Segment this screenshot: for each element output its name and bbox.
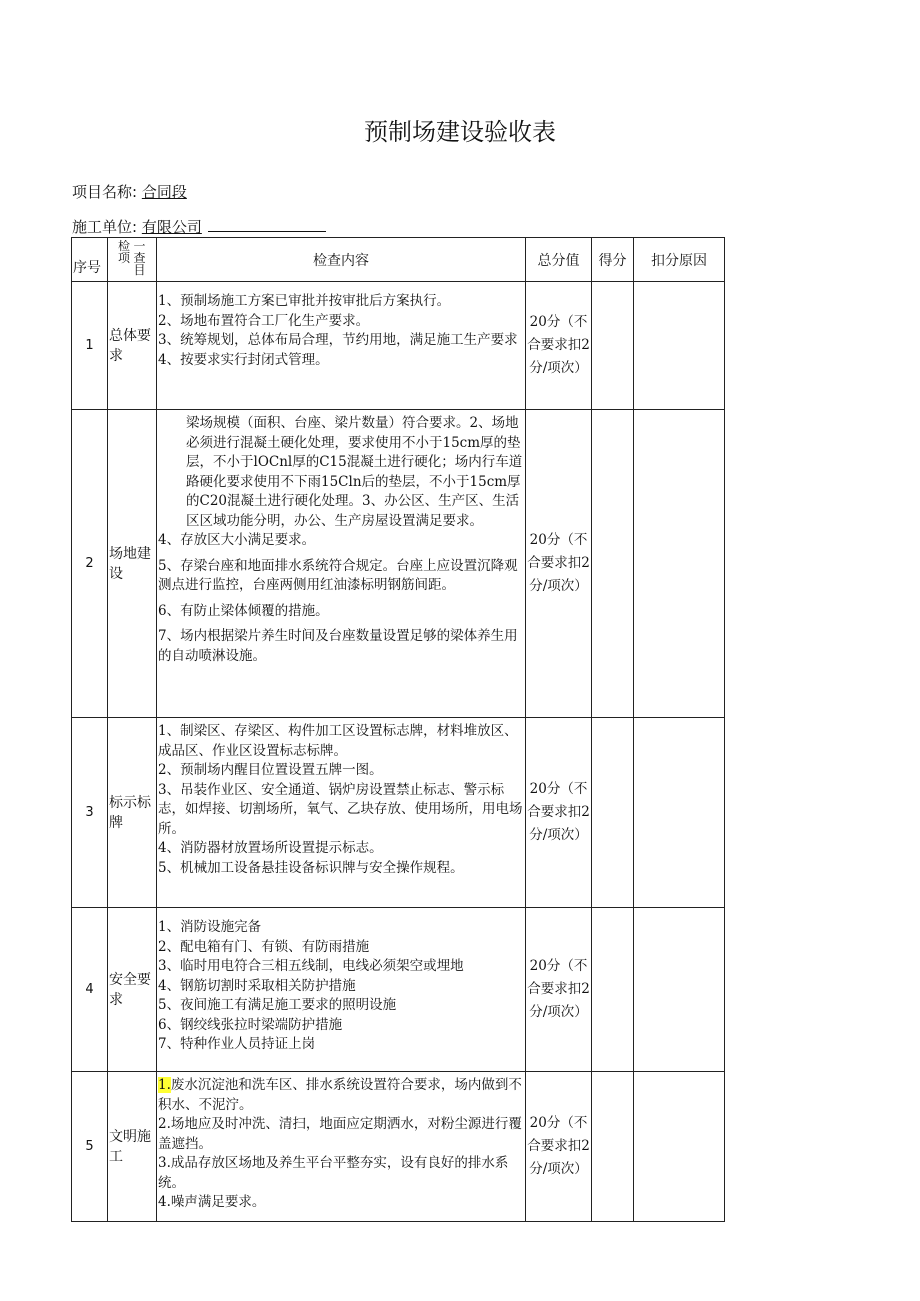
row-total: 20分（不合要求扣2分/项次）: [526, 718, 592, 908]
header-score: 得分: [592, 238, 634, 282]
reason-cell[interactable]: [634, 282, 725, 410]
row-seq: 4: [72, 908, 108, 1072]
page-title: 预制场建设验收表: [364, 118, 556, 146]
row-seq: 5: [72, 1072, 108, 1222]
content-line: 2、配电箱有门、有锁、有防雨措施: [158, 938, 370, 955]
row-total: 20分（不合要求扣2分/项次）: [526, 908, 592, 1072]
table-row: [72, 718, 725, 908]
project-name-line: [72, 181, 187, 202]
row-item: 安全要求: [108, 908, 157, 1072]
content-line: [158, 1076, 524, 1115]
header-item: [108, 238, 157, 282]
construction-unit-label: 施工单位:: [72, 218, 138, 236]
content-line: 1、预制场施工方案已审批并按审批后方案执行。: [158, 293, 451, 309]
row-item: 标示标牌: [108, 718, 157, 908]
content-line: 5、存梁台座和地面排水系统符合规定。台座上应设置沉降观测点进行监控，台座两侧用红油漆标明钢筋间距。: [158, 557, 518, 593]
content-line: 2、场地布置符合工厂化生产要求。: [158, 312, 370, 329]
row-total: 20分（不合要求扣2分/项次）: [526, 410, 592, 718]
reason-cell[interactable]: [634, 1072, 725, 1222]
content-line: 5、夜间施工有满足施工要求的照明设施: [158, 997, 397, 1013]
inspection-table: [71, 237, 725, 1222]
header-item-a: 检项: [117, 239, 130, 265]
reason-cell[interactable]: [634, 908, 725, 1072]
construction-unit-value: 有限公司: [141, 218, 202, 236]
score-cell[interactable]: [592, 282, 634, 410]
row-content: [157, 282, 526, 410]
highlight-mark: 1.: [158, 1077, 171, 1093]
header-seq: 序号: [72, 238, 108, 282]
header-total: 总分值: [526, 238, 592, 282]
score-cell[interactable]: [592, 718, 634, 908]
row-content: [157, 718, 526, 908]
content-line: 3、吊装作业区、安全通道、锅炉房设置禁止标志、警示标志，如焊接、切割场所，氧气、乙块存放、使用场所，用电场所。: [158, 781, 523, 837]
content-text: 废水沉淀池和洗车区、排水系统设置符合要求，场内做到不积水、不泥泞。: [158, 1077, 522, 1113]
content-line: 4、消防器材放置场所设置提示标志。: [158, 840, 383, 856]
content-line: 3、统筹规划，总体布局合理，节约用地，满足施工生产要求: [158, 332, 518, 348]
content-line: 4.噪声满足要求。: [158, 1194, 266, 1210]
table-header-row: [72, 238, 725, 282]
row-item: 场地建设: [108, 410, 157, 718]
content-line: 1、消防设施完备: [158, 919, 262, 935]
row-content: [157, 1072, 526, 1222]
content-line: 3、临时用电符合三相五线制，电线必须架空或埋地: [158, 958, 464, 974]
row-item: 文明施工: [108, 1072, 157, 1222]
row-seq: 1: [72, 282, 108, 410]
content-line: 梁场规模（面积、台座、梁片数量）符合要求。2、场地必须进行混凝土硬化处理，要求使用不小于15cm厚的垫层，不小于lOCnl厚的C15混凝土进行硬化；场内行车道路硬化要求使用不下雨15Cln后的垫层，不小于15cm厚的C20混凝土进行硬化处理。3、办公区、生产区、生活区区域功能分明，办公、生产房屋设置满足要求。: [186, 415, 523, 529]
project-name-label: 项目名称:: [72, 183, 138, 201]
header-reason: 扣分原因: [634, 238, 725, 282]
row-seq: 3: [72, 718, 108, 908]
header-item-b: 一查目: [133, 239, 146, 277]
content-line: 4、存放区大小满足要求。: [158, 532, 316, 548]
row-total: 20分（不合要求扣2分/项次）: [526, 1072, 592, 1222]
content-line: 1、制梁区、存梁区、构件加工区设置标志牌，材料堆放区、成品区、作业区设置标志标牌。: [158, 723, 518, 759]
content-line: 2、预制场内醒目位置设置五牌一图。: [158, 762, 383, 778]
score-cell[interactable]: [592, 908, 634, 1072]
row-item: 总体要求: [108, 282, 157, 410]
row-seq: 2: [72, 410, 108, 718]
blank-underline: [208, 217, 326, 232]
header-content: 检查内容: [157, 238, 526, 282]
row-total: 20分（不合要求扣2分/项次）: [526, 282, 592, 410]
construction-unit-line: [72, 216, 326, 237]
content-line: 3.成品存放区场地及养生平台平整夯实，设有良好的排水系统。: [158, 1155, 509, 1191]
table-row: [72, 908, 725, 1072]
score-cell[interactable]: [592, 1072, 634, 1222]
content-line: 4、钢筋切割时采取相关防护措施: [158, 977, 356, 994]
content-line: 4、按要求实行封闭式管理。: [158, 351, 329, 368]
project-name-value: 合同段: [141, 183, 187, 201]
content-line: 6、有防止梁体倾覆的措施。: [158, 602, 329, 619]
reason-cell[interactable]: [634, 718, 725, 908]
score-cell[interactable]: [592, 410, 634, 718]
content-line: 5、机械加工设备悬挂设备标识牌与安全操作规程。: [158, 859, 464, 876]
table-row: [72, 410, 725, 718]
reason-cell[interactable]: [634, 410, 725, 718]
content-line: 7、场内根据梁片养生时间及台座数量设置足够的梁体养生用的自动喷淋设施。: [158, 628, 518, 664]
table-row: [72, 1072, 725, 1222]
content-line: 2.场地应及时冲洗、清扫，地面应定期洒水，对粉尘源进行覆盖遮挡。: [158, 1116, 522, 1152]
row-content: [157, 908, 526, 1072]
row-content: [157, 410, 526, 718]
content-line: 7、特种作业人员持证上岗: [158, 1036, 316, 1052]
table-row: [72, 282, 725, 410]
content-line: 6、钢绞线张拉时梁端防护措施: [158, 1016, 343, 1033]
